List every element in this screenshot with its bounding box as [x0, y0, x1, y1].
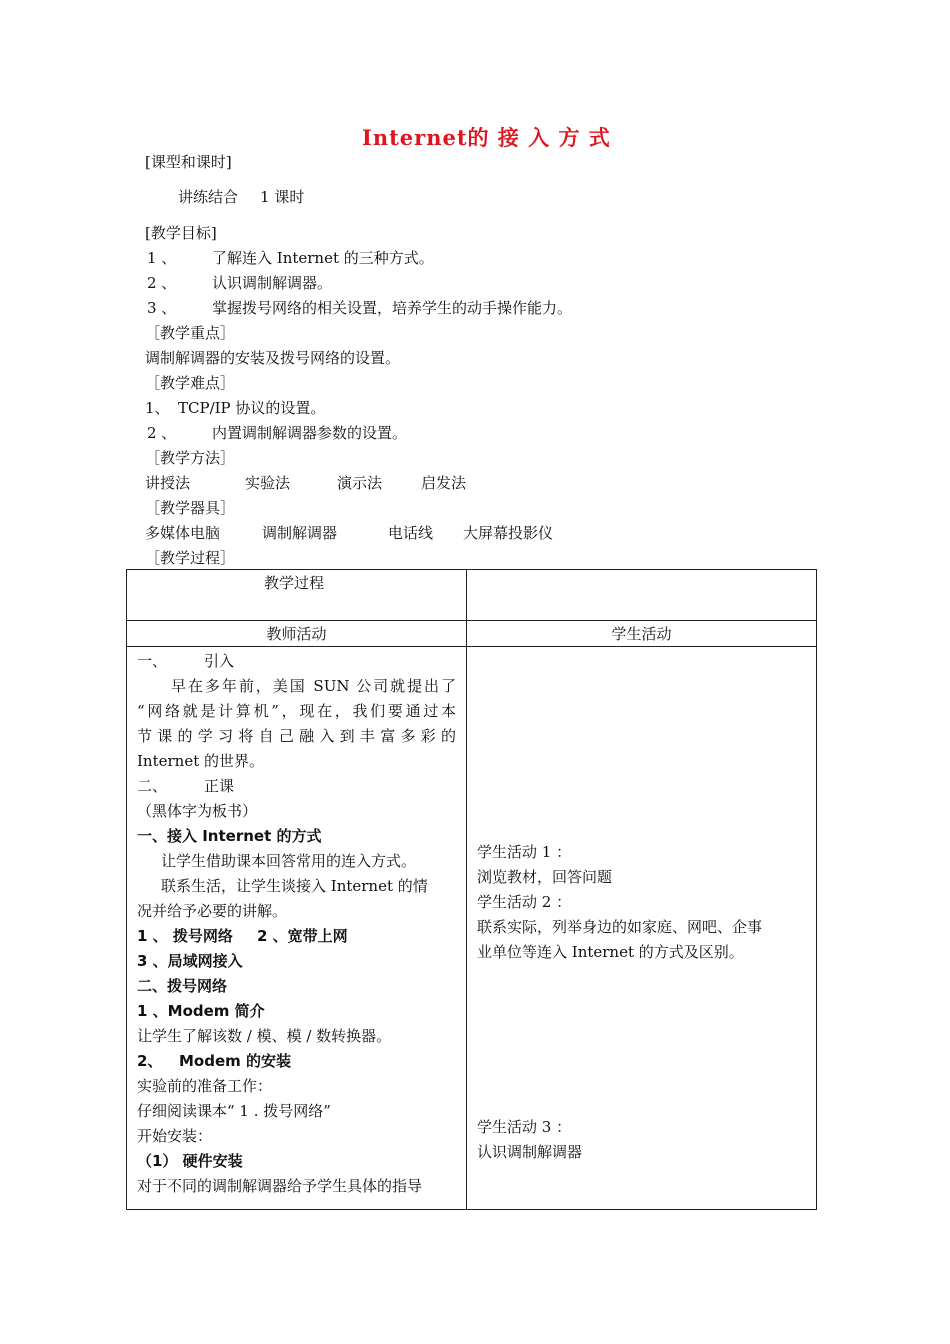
page-title: Internet的 接 入 方 式: [362, 125, 611, 150]
difficulty-text: 内置调制解调器参数的设置。: [212, 424, 408, 442]
access-list-line: 1 、 拨号网络 2 、宽带上网: [137, 927, 348, 945]
difficulty-item: [147, 423, 407, 443]
goal-text: 了解连入 Internet 的三种方式。: [212, 249, 434, 267]
goal-item: [147, 298, 572, 318]
goal-num: 3 、: [147, 299, 177, 317]
table-header-row: [127, 570, 817, 621]
goal-num: 1 、: [147, 249, 177, 267]
student-activity-label: 学生活动 3 ：: [477, 1118, 572, 1136]
table-header-cell: [127, 570, 467, 621]
student-activity-text: 浏览教材，回答问题: [477, 868, 613, 886]
lesson-type-text: 讲练结合: [178, 188, 239, 206]
tool-item: 多媒体电脑: [145, 524, 221, 542]
tool-item: 调制解调器: [262, 524, 338, 542]
difficulty-num: 2 、: [147, 424, 177, 442]
heading-access-methods: 一、接入 Internet 的方式: [137, 827, 322, 845]
difficulty-item: [145, 398, 325, 418]
key-point-text: 调制解调器的安装及拨号网络的设置。: [145, 349, 401, 367]
paragraph: 况并给予必要的讲解。: [137, 902, 288, 920]
goal-item: [147, 248, 434, 268]
goal-item: [147, 273, 332, 293]
tools-list: [145, 523, 553, 543]
table-content-row: [127, 647, 817, 1210]
intro-line: 早在多年前，美国 SUN 公司就提出了: [171, 677, 456, 695]
process-table: [126, 569, 817, 1210]
student-activity-cell: [467, 647, 817, 1210]
heading-modem-install: 2、 Modem 的安装: [137, 1052, 291, 1070]
table-header-left: 教学过程: [264, 574, 325, 592]
heading-dialup: 二、拨号网络: [137, 977, 228, 995]
difficulty-text: TCP/IP 协议的设置。: [178, 399, 326, 417]
section-label-method: ［教学方法］: [145, 449, 236, 467]
col-student-header: 学生活动: [467, 621, 817, 647]
method-item: 实验法: [245, 474, 291, 492]
method-item: 演示法: [337, 474, 383, 492]
section-label-key-point: ［教学重点］: [145, 324, 236, 342]
tool-item: 电话线: [388, 524, 434, 542]
goal-text: 认识调制解调器。: [212, 274, 333, 292]
student-activity-text: 认识调制解调器: [477, 1143, 583, 1161]
student-activity-label: 学生活动 1 ：: [477, 843, 572, 861]
section-label-tools: ［教学器具］: [145, 499, 236, 517]
paragraph: 让学生了解该数 / 模、模 / 数转换器。: [137, 1027, 392, 1045]
section-label-lesson-type: [课型和课时]: [145, 153, 232, 171]
main-heading: 二、 正课: [137, 777, 235, 795]
lesson-type-value: [178, 187, 304, 207]
intro-heading: 一、 引入: [137, 652, 235, 670]
goal-text: 掌握拨号网络的相关设置，培养学生的动手操作能力。: [212, 299, 573, 317]
method-list: [145, 473, 466, 493]
table-header-empty: [467, 570, 817, 621]
method-item: 启发法: [421, 474, 467, 492]
student-activity-text: 联系实际，列举身边的如家庭、网吧、企事: [477, 918, 763, 936]
main-note: （黑体字为板书）: [137, 802, 258, 820]
student-activity-text: 业单位等连入 Internet 的方式及区别。: [477, 943, 744, 961]
heading-modem-intro: 1 、Modem 简介: [137, 1002, 265, 1020]
section-label-process: ［教学过程］: [145, 549, 236, 567]
intro-line: Internet 的世界。: [137, 752, 264, 770]
intro-line: “网络就是计算机”，现在，我们要通过本: [137, 702, 456, 720]
col-teacher-header: 教师活动: [127, 621, 467, 647]
goal-num: 2 、: [147, 274, 177, 292]
paragraph: 对于不同的调制解调器给予学生具体的指导: [137, 1177, 423, 1195]
student-activity-label: 学生活动 2 ：: [477, 893, 572, 911]
method-item: 讲授法: [145, 474, 191, 492]
section-label-goals: [教学目标]: [145, 224, 217, 242]
lesson-hours-text: 1 课时: [260, 188, 305, 206]
access-list-line: 3 、局域网接入: [137, 952, 243, 970]
teacher-activity-cell: [127, 647, 467, 1210]
paragraph: 让学生借助课本回答常用的连入方式。: [161, 852, 417, 870]
intro-line: 节课的学习将自己融入到丰富多彩的: [137, 727, 456, 745]
tool-item: 大屏幕投影仪: [463, 524, 554, 542]
paragraph: 开始安装：: [137, 1127, 213, 1145]
paragraph: 联系生活，让学生谈接入 Internet 的情: [161, 877, 428, 895]
section-label-difficulty: ［教学难点］: [145, 374, 236, 392]
heading-hardware-install: （1） 硬件安装: [137, 1152, 243, 1170]
table-column-row: [127, 621, 817, 647]
paragraph: 仔细阅读课本“ 1 . 拨号网络”: [137, 1102, 331, 1120]
difficulty-num: 1、: [145, 399, 170, 417]
paragraph: 实验前的准备工作：: [137, 1077, 273, 1095]
